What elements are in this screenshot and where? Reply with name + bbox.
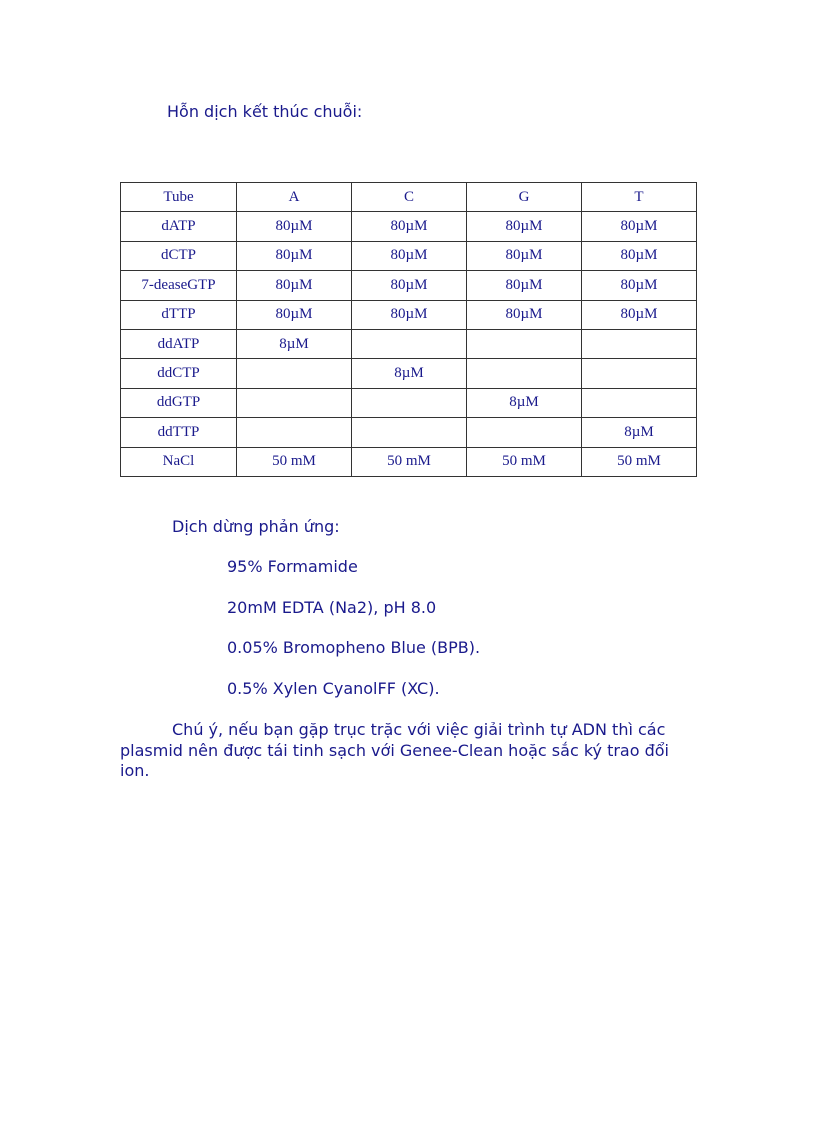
table-cell: 8µM xyxy=(582,418,697,447)
note-paragraph: Chú ý, nếu bạn gặp trục trặc với việc giải trình tự ADN thì các plasmid nên được tái tinh sạch với Genee-Clean hoặc sắc ký trao đổi ion. xyxy=(120,720,669,780)
stop-solution-heading: Dịch dừng phản ứng: xyxy=(172,517,340,536)
table-row xyxy=(121,447,697,476)
header-cell: C xyxy=(352,183,467,212)
header-cell: A xyxy=(237,183,352,212)
table-cell: 50 mM xyxy=(352,447,467,476)
table-cell: 80µM xyxy=(352,300,467,329)
table-cell: 80µM xyxy=(467,241,582,270)
table-cell xyxy=(582,388,697,417)
list-item: 95% Formamide xyxy=(227,557,358,576)
table-body xyxy=(121,183,697,477)
table-cell: 8µM xyxy=(467,388,582,417)
table-cell: 80µM xyxy=(352,271,467,300)
header-cell: G xyxy=(467,183,582,212)
table-cell xyxy=(237,418,352,447)
table-cell xyxy=(582,359,697,388)
table-cell: dCTP xyxy=(121,241,237,270)
mix-heading: Hỗn dịch kết thúc chuỗi: xyxy=(167,102,363,121)
table-cell: 80µM xyxy=(467,300,582,329)
list-item: 20mM EDTA (Na2), pH 8.0 xyxy=(227,597,437,617)
table-cell xyxy=(352,418,467,447)
table-cell xyxy=(467,329,582,358)
table-cell: 80µM xyxy=(237,300,352,329)
table-cell xyxy=(237,388,352,417)
table-cell: 80µM xyxy=(582,300,697,329)
termination-mix-table xyxy=(120,182,697,477)
table-cell: 80µM xyxy=(582,271,697,300)
table-cell xyxy=(582,329,697,358)
table-cell: 50 mM xyxy=(237,447,352,476)
table-cell xyxy=(352,388,467,417)
table-row xyxy=(121,300,697,329)
table-cell: 80µM xyxy=(352,212,467,241)
table-row xyxy=(121,388,697,417)
list-item: 0.5% Xylen CyanolFF (XC). xyxy=(227,678,440,698)
table-cell: 8µM xyxy=(237,329,352,358)
table-row xyxy=(121,241,697,270)
table-cell: dATP xyxy=(121,212,237,241)
table-row xyxy=(121,329,697,358)
table-header-row xyxy=(121,183,697,212)
stop-solution-list xyxy=(227,557,480,719)
table-cell: 80µM xyxy=(352,241,467,270)
table-cell: 50 mM xyxy=(467,447,582,476)
table-cell: 80µM xyxy=(467,212,582,241)
header-cell: Tube xyxy=(121,183,237,212)
table-cell: 80µM xyxy=(237,271,352,300)
table-cell: 80µM xyxy=(582,241,697,270)
table-cell xyxy=(467,418,582,447)
table-row xyxy=(121,418,697,447)
table-cell: 7-deaseGTP xyxy=(121,271,237,300)
table-cell: 80µM xyxy=(582,212,697,241)
table-cell: ddATP xyxy=(121,329,237,358)
table-cell: ddGTP xyxy=(121,388,237,417)
table-cell: 80µM xyxy=(467,271,582,300)
table-cell: 50 mM xyxy=(582,447,697,476)
table-cell: 8µM xyxy=(352,359,467,388)
table-cell: ddCTP xyxy=(121,359,237,388)
table-cell: ddTTP xyxy=(121,418,237,447)
table-row xyxy=(121,271,697,300)
table-cell xyxy=(237,359,352,388)
table-row xyxy=(121,359,697,388)
table-cell: 80µM xyxy=(237,241,352,270)
table-cell: 80µM xyxy=(237,212,352,241)
table-cell: NaCl xyxy=(121,447,237,476)
header-cell: T xyxy=(582,183,697,212)
table-cell: dTTP xyxy=(121,300,237,329)
table-row xyxy=(121,212,697,241)
list-item: 0.05% Bromopheno Blue (BPB). xyxy=(227,638,481,657)
table-cell xyxy=(352,329,467,358)
table-cell xyxy=(467,359,582,388)
